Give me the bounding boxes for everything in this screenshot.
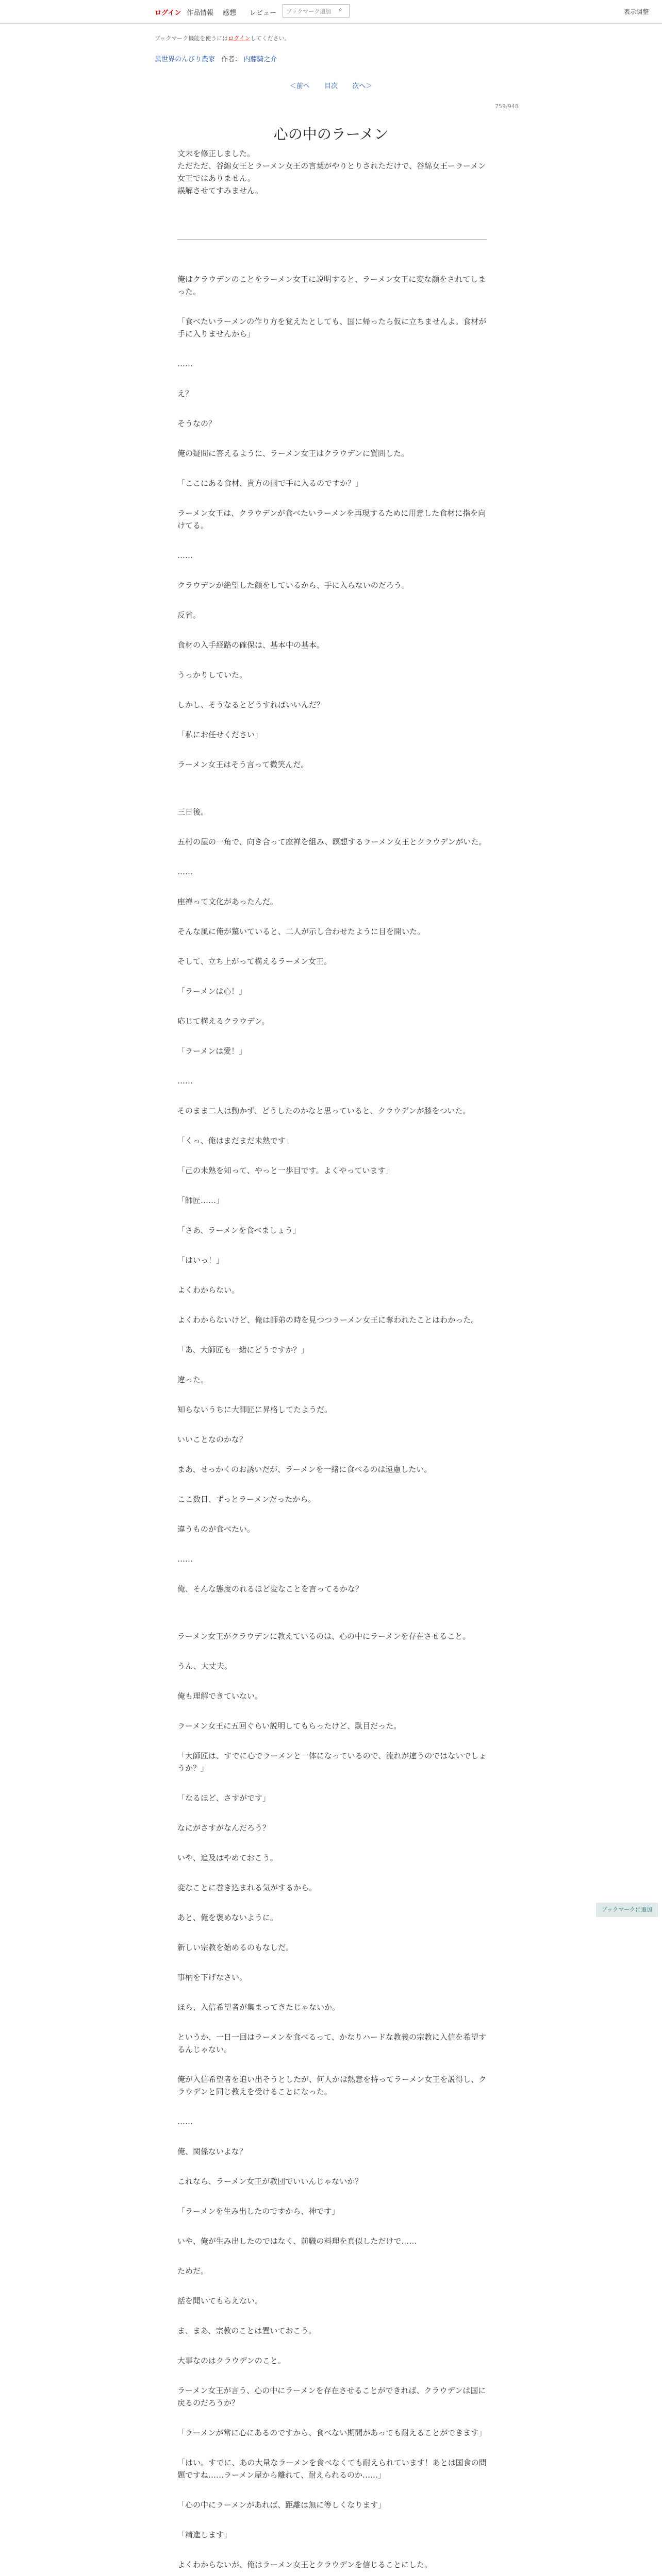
body-paragraph: 違った。 [177, 1375, 209, 1384]
section-break [177, 1613, 487, 1630]
body-paragraph: 大事なのはクラウデンのこと。 [177, 2356, 286, 2365]
body-paragraph: あと、俺を褒めないように。 [177, 1913, 278, 1922]
body-paragraph: 違うものが食べたい。 [177, 1524, 255, 1534]
body-paragraph: …… [177, 2117, 193, 2126]
prev-link[interactable]: ＜前へ [289, 82, 310, 90]
body-paragraph: 「ラーメンは心！」 [177, 987, 247, 996]
body-paragraph: 応じて構えるクラウデン。 [177, 1016, 270, 1026]
body-paragraph: 話を聞いてもらえない。 [177, 2296, 263, 2306]
author-label: 作者： [221, 56, 242, 63]
notice-login-link[interactable]: ログイン [228, 35, 251, 42]
body-paragraph: 知らないうちに大師匠に昇格してたようだ。 [177, 1405, 333, 1414]
body-paragraph: 「ラーメンは愛！」 [177, 1046, 247, 1056]
body-paragraph: そのまま二人は動かず、どうしたのかなと思っていると、クラウデンが膝をついた。 [177, 1106, 471, 1115]
body-paragraph: 「心の中にラーメンがあれば、距離は無に等しくなります」 [177, 2500, 386, 2510]
body-paragraph: 「食べたいラーメンの作り方を覚えたとしても、国に帰ったら仮に立ちませんよ。食材が手に入りませんから」 [177, 317, 487, 338]
episode-body [177, 273, 487, 2576]
body-paragraph: 俺が入信希望者を追い出そうとしたが、何人かは熱意を持ってラーメン女王を説得し、クラウデンと同じ教えを受けることになった。 [177, 2075, 487, 2096]
body-paragraph: いいことなのかな？ [177, 1435, 247, 1444]
body-paragraph: 俺、そんな態度のれるほど変なことを言ってるかな？ [177, 1584, 363, 1594]
body-paragraph: そして、立ち上がって構えるラーメン女王。 [177, 957, 332, 966]
body-paragraph: …… [177, 1554, 193, 1564]
body-paragraph: よくわからないが、俺はラーメン女王とクラウデンを信じることにした。 [177, 2560, 432, 2569]
body-paragraph: しかし、そうなるとどうすればいいんだ？ [177, 700, 325, 709]
body-paragraph: ためだ。 [177, 2266, 209, 2276]
body-paragraph: いや、俺が生み出したのではなく、前職の料理を真似しただけで…… [177, 2236, 417, 2246]
body-paragraph: ほら、入信希望者が集まってきたじゃないか。 [177, 2003, 340, 2012]
notice-suffix: してください。 [250, 35, 290, 42]
body-paragraph: そんな風に俺が驚いていると、二人が示し合わせたように目を開いた。 [177, 927, 425, 936]
body-paragraph: 「己の未熟を知って、やっと一歩目です。よくやっています」 [177, 1166, 393, 1175]
body-paragraph: ラーメン女王がクラウデンに教えているのは、心の中にラーメンを存在させること。 [177, 1632, 471, 1641]
index-link[interactable]: 目次 [324, 82, 338, 90]
author-link[interactable]: 内藤騎之介 [243, 56, 277, 63]
body-paragraph: 三日後。 [177, 807, 209, 817]
body-paragraph: 「ここにある食材、貴方の国で手に入るのですか？」 [177, 479, 363, 488]
divider [177, 239, 487, 240]
series-title-link[interactable]: 異世界のんびり農家 [155, 56, 216, 63]
body-paragraph: 「私にお任せください」 [177, 730, 263, 739]
body-paragraph: 「あ、大師匠も一緒にどうですか？」 [177, 1345, 309, 1354]
body-paragraph: よくわからないけど、俺は師弟の時を見つつラーメン女王に奪われたことはわかった。 [177, 1315, 479, 1325]
body-paragraph: 俺、関係ないよな？ [177, 2147, 247, 2156]
body-paragraph: これなら、ラーメン女王が教団でいいんじゃないか？ [177, 2177, 363, 2186]
nav-info[interactable]: 作品情報 [187, 9, 214, 17]
body-paragraph: 「ラーメンが常に心にあるのですから、食べない期間があっても耐えることができます」 [177, 2428, 487, 2437]
nav-review[interactable]: レビュー [250, 9, 277, 17]
body-paragraph: ま、まあ、宗教のことは置いておこう。 [177, 2326, 317, 2335]
next-link[interactable]: 次へ＞ [352, 82, 373, 90]
body-paragraph: いや、追及はやめておこう。 [177, 1853, 278, 1862]
body-paragraph: ラーメン女王が言う、心の中にラーメンを存在させることができれば、クラウデンは国に戻るのだろうか？ [177, 2386, 486, 2408]
section-break [177, 788, 487, 806]
body-paragraph: 「精進します」 [177, 2530, 232, 2539]
body-paragraph: 「ラーメンを生み出したのですから、神です」 [177, 2207, 340, 2216]
body-paragraph: うん、大丈夫。 [177, 1662, 232, 1671]
series-info [155, 54, 277, 63]
body-paragraph: 「はいっ！」 [177, 1256, 224, 1265]
body-paragraph: ラーメン女王はそう言って微笑んだ。 [177, 760, 309, 769]
body-paragraph: 事柄を下げなさい。 [177, 1973, 247, 1982]
body-paragraph: 変なことに巻き込まれる気がするから。 [177, 1883, 317, 1892]
preface-line: 文末を修正しました。 [177, 149, 255, 158]
episode-title: 心の中のラーメン [273, 125, 389, 143]
body-paragraph: …… [177, 551, 193, 560]
top-bar [0, 0, 662, 24]
body-paragraph: 「はい。すでに、あの大量なラーメンを食べなくても耐えられています！あとは国食の問題ですね……ラーメン屋から離れて、耐えられるのか……」 [177, 2458, 487, 2480]
body-paragraph: よくわからない。 [177, 1285, 240, 1295]
notice-text: ブックマーク機能を使うには [155, 35, 228, 42]
body-paragraph: うっかりしていた。 [177, 670, 247, 680]
nav-impressions[interactable]: 感想 [223, 9, 237, 17]
body-paragraph: クラウデンが絶望した顔をしているから、手に入らないのだろう。 [177, 581, 409, 590]
body-paragraph: 五村の屋の一角で、向き合って座禅を組み、瞑想するラーメン女王とクラウデンがいた。 [177, 837, 487, 846]
body-paragraph: 反省。 [177, 611, 201, 620]
search-icon[interactable]: ⌕ [339, 6, 342, 13]
body-paragraph: ラーメン女王に五回ぐらい説明してもらったけど、駄目だった。 [177, 1721, 402, 1731]
body-paragraph: 俺の疑問に答えるように、ラーメン女王はクラウデンに質問した。 [177, 449, 409, 458]
preface-line: 誤解させてすみません。 [177, 186, 263, 195]
pager-top [0, 80, 662, 90]
bookmark-input[interactable]: ブックマーク追加 [283, 4, 350, 18]
display-settings-link[interactable]: 表示調整 [624, 8, 649, 15]
episode-number: 759/948 [495, 103, 519, 110]
body-paragraph: ここ数日、ずっとラーメンだったから。 [177, 1495, 316, 1504]
body-paragraph: 俺はクラウデンのことをラーメン女王に説明すると、ラーメン女王に変な顔をされてしまった。 [177, 275, 486, 296]
body-paragraph: …… [177, 867, 193, 876]
body-paragraph: え？ [177, 389, 193, 398]
body-paragraph: 食材の入手経路の確保は、基本中の基本。 [177, 640, 325, 650]
preface [177, 147, 487, 197]
body-paragraph: 俺も理解できていない。 [177, 1691, 263, 1701]
body-paragraph: まあ、せっかくのお誘いだが、ラーメンを一緒に食べるのは遠慮したい。 [177, 1465, 432, 1474]
login-link[interactable]: ログイン [155, 9, 181, 17]
bookmark-button[interactable]: ブックマークに追加 [596, 1903, 658, 1917]
body-paragraph: なにがさすがなんだろう？ [177, 1823, 271, 1833]
body-paragraph: …… [177, 359, 193, 368]
body-paragraph: …… [177, 1076, 193, 1086]
body-paragraph: 「なるほど、さすがです」 [177, 1793, 271, 1803]
body-paragraph: ラーメン女王は、クラウデンが食べたいラーメンを再現するために用意した食材に指を向けてる。 [177, 509, 486, 530]
body-paragraph: 「大師匠は、すでに心でラーメンと一体になっているので、流れが違うのではないでしょうか？」 [177, 1751, 487, 1773]
body-paragraph: 座禅って文化があったんだ。 [177, 897, 278, 906]
preface-line: ただただ、谷綿女王とラーメン女王の言葉がやりとりされただけで、谷綿女王ーラーメン女王ではありません。 [177, 161, 486, 183]
bookmark-notice [155, 34, 290, 42]
body-paragraph: 新しい宗教を始めるのもなしだ。 [177, 1943, 294, 1952]
body-paragraph: というか、一日一回はラーメンを食べるって、かなりハードな教義の宗教に入信を希望するんじゃない。 [177, 2032, 486, 2054]
body-paragraph: 「くっ、俺はまだまだ未熟です」 [177, 1136, 293, 1145]
body-paragraph: 「師匠……」 [177, 1196, 224, 1205]
body-paragraph: 「さあ、ラーメンを食べましょう」 [177, 1226, 301, 1235]
body-paragraph: そうなの？ [177, 419, 217, 428]
